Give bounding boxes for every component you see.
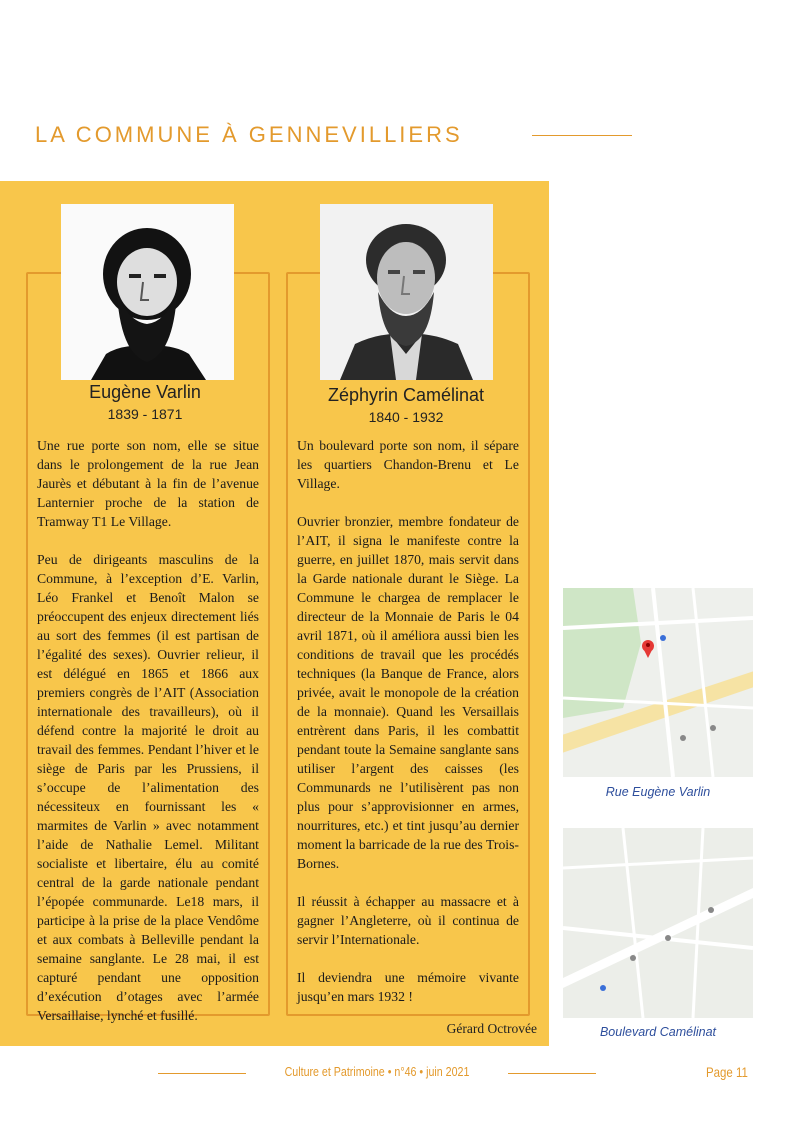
camelinat-paragraph: Un boulevard porte son nom, il sépare les quartiers Chandon-Brenu et Le Village. [297, 438, 519, 491]
camelinat-paragraph: Ouvrier bronzier, membre fondateur de l’AIT, il signa le manifeste contre la guerre, en juillet 1870, mais servit dans la Garde nationale durant le Siège. La Commune le chargea de remplacer le directeur de la Monnaie de Paris le 04 avril 1871, où il améliora aussi bien les conditions de travail que les procédés techniques (la Banque de France, alors privée, avait le monopole de la création de la monnaie). Quand les Versaillais entrèrent dans Paris, il les combattit pendant toute la Semaine sanglante sans utiliser l’argent des caisses (les Communards ne l’utilisèrent pas non plus pour s’approvisionner en armes, nourritures, etc.) et tint jusqu’au dernier moment la barricade de la rue des Trois-Bornes. [297, 514, 519, 871]
map-caption-varlin: Rue Eugène Varlin [605, 785, 711, 799]
varlin-name: Eugène Varlin [89, 382, 201, 402]
varlin-portrait [61, 204, 234, 380]
varlin-paragraph: Peu de dirigeants masculins de la Commune, à l’exception d’E. Varlin, Léo Frankel et Benoît Malon se préoccupent des enjeux directement liés au sort des femmes (il est partisan de l’égalité des sexes). Ouvrier relieur, il est délégué en 1865 et 1866 aux premiers congrès de l’AIT (Association internationale des travailleurs), où il défend contre la majorité le droit au travail des femmes. Pendant l’hiver et le siège de Paris par les Prussiens, il s’occupe de l’alimentation des nécessiteux en fournissant les « marmites de Varlin » avec notamment l’aide de Nathalie Lemel. Militant socialiste et libertaire, élu au comité central de la garde nationale pendant l’épopée communarde. Le18 mars, il participe à la prise de la place Vendôme et aux combats à Belleville pendant la semaine sanglante. Le 28 mai, il est capturé pendant une opposition d’exécution d’otages avec l’armée Versaillaise, lynché et fusillé. [37, 552, 259, 1023]
varlin-biography [37, 436, 259, 1044]
camelinat-paragraph: Il deviendra une mémoire vivante jusqu’en mars 1932 ! [297, 970, 519, 1004]
footer-rule-right [508, 1073, 596, 1074]
section-title: LA COMMUNE À GENNEVILLIERS [35, 122, 463, 147]
camelinat-paragraph: Il réussit à échapper au massacre et à gagner l’Angleterre, où il continua de servir l’Internationale. [297, 894, 519, 947]
map-caption-camelinat: Boulevard Camélinat [599, 1025, 717, 1039]
footer-rule-left [158, 1073, 246, 1074]
varlin-dates: 1839 - 1871 [107, 406, 183, 422]
footer-publication: Culture et Patrimoine • n°46 • juin 2021 [284, 1064, 470, 1079]
camelinat-portrait [320, 204, 493, 380]
camelinat-dates: 1840 - 1932 [368, 409, 444, 425]
camelinat-boulevard-map [563, 828, 753, 1018]
header-rule [532, 135, 632, 136]
camelinat-biography [297, 436, 519, 1025]
varlin-paragraph: Une rue porte son nom, elle se situe dans le prolongement de la rue Jean Jaurès et débutant à la fin de l’avenue Lanternier proche de la station de Tramway T1 Le Village. [37, 438, 259, 529]
author-signature: Gérard Octrovée [446, 1021, 537, 1036]
varlin-street-map [563, 588, 753, 777]
camelinat-name: Zéphyrin Camélinat [327, 385, 485, 405]
page-number: Page 11 [706, 1064, 748, 1080]
